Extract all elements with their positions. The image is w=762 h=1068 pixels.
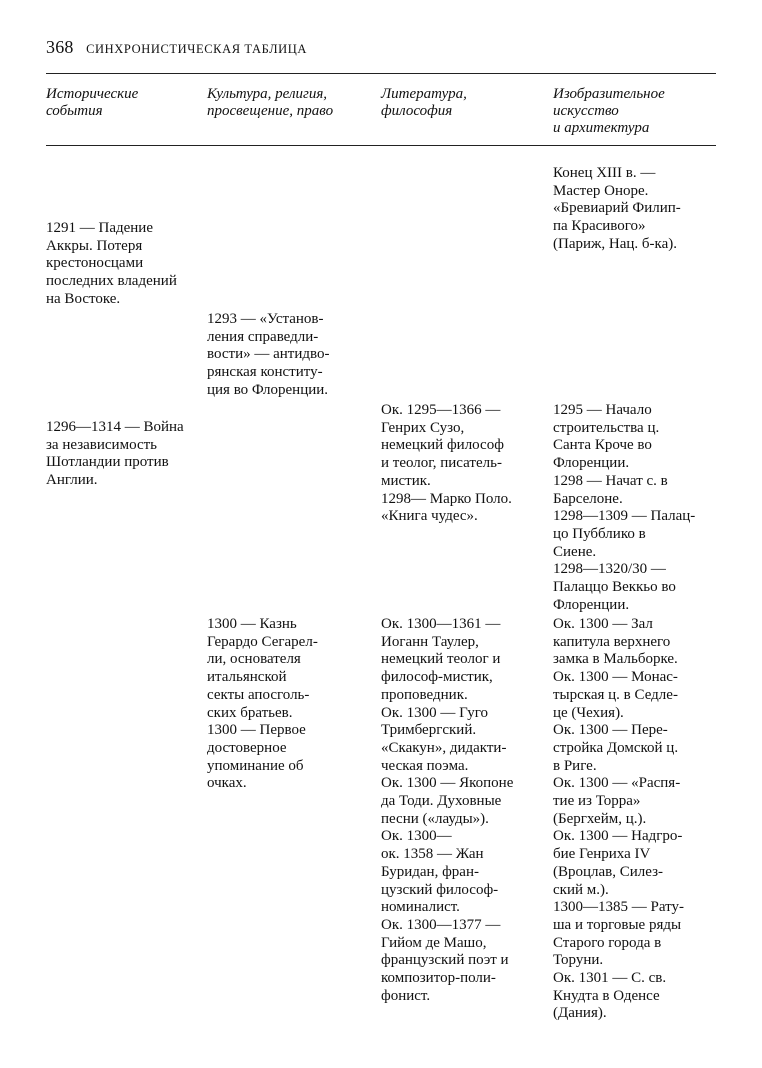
entry-culture-1300: 1300 — Казнь Герардо Сегарел- ли, основателя итальянской секты апосголь- ских братьев. 1300 — Первое достоверное упоминание об очках. xyxy=(207,616,318,792)
entry-history-1296: 1296—1314 — Война за независимость Шотландии против Англии. xyxy=(46,419,184,489)
column-header-history: Исторические события xyxy=(46,86,139,119)
table-top-rule xyxy=(46,73,716,74)
table-header-rule xyxy=(46,145,716,146)
entry-history-1291: 1291 — Падение Аккры. Потеря крестоносцами последних владений на Востоке. xyxy=(46,220,177,307)
column-header-culture: Культура, религия, просвещение, право xyxy=(207,86,334,119)
entry-literature-1295: Ок. 1295—1366 — Генрих Сузо, немецкий философ и теолог, писатель- мистик. 1298— Марко Поло. «Книга чудес». xyxy=(381,402,512,525)
entry-art-1295: 1295 — Начало строительства ц. Санта Кроче во Флоренции. 1298 — Начат с. в Барселоне. 1298—1309 — Палац- цо Пубблико в Сиене. 1298—1320/30 — Палаццо Веккьо во Флоренции. xyxy=(553,402,696,613)
entry-culture-1293: 1293 — «Установ- ления справедли- вости» — антидво- рянская конститу- ция во Флоренции. xyxy=(207,311,330,398)
column-header-literature: Литература, философия xyxy=(381,86,467,119)
running-title: СИНХРОНИСТИЧЕСКАЯ ТАБЛИЦА xyxy=(86,42,308,56)
entry-literature-1300: Ок. 1300—1361 — Иоганн Таулер, немецкий теолог и философ-мистик, проповедник. Ок. 1300 — Гуго Тримбергский. «Скакун», дидакти- ческая поэма. Ок. 1300 — Якопоне да Тоди. Духовные песни («лауды»). Ок. 1300— ок. 1358 — Жан Буридан, фран- цузский философ- номиналист. Ок. 1300—1377 — Гийом де Машо, французский поэт и композитор-поли- фонист. xyxy=(381,616,514,1004)
column-header-art: Изобразительное искусство и архитектура xyxy=(553,86,665,136)
entry-art-late-13c: Конец XIII в. — Мастер Оноре. «Бревиарий Филип- па Красивого» (Париж, Нац. б-ка). xyxy=(553,165,681,252)
page-number: 368 xyxy=(46,37,74,57)
entry-art-1300: Ок. 1300 — Зал капитула верхнего замка в Мальборке. Ок. 1300 — Монас- тырская ц. в Седле- це (Чехия). Ок. 1300 — Пере- стройка Домской ц. в Риге. Ок. 1300 — «Распя- тие из Торра» (Бергхейм, ц.). Ок. 1300 — Надгро- бие Генриха IV (Вроцлав, Силез- ский м.). 1300—1385 — Рату- ша и торговые ряды Старого города в Торуни. Ок. 1301 — С. св. Кнудта в Оденсе (Дания). xyxy=(553,616,684,1022)
running-head xyxy=(46,37,307,58)
